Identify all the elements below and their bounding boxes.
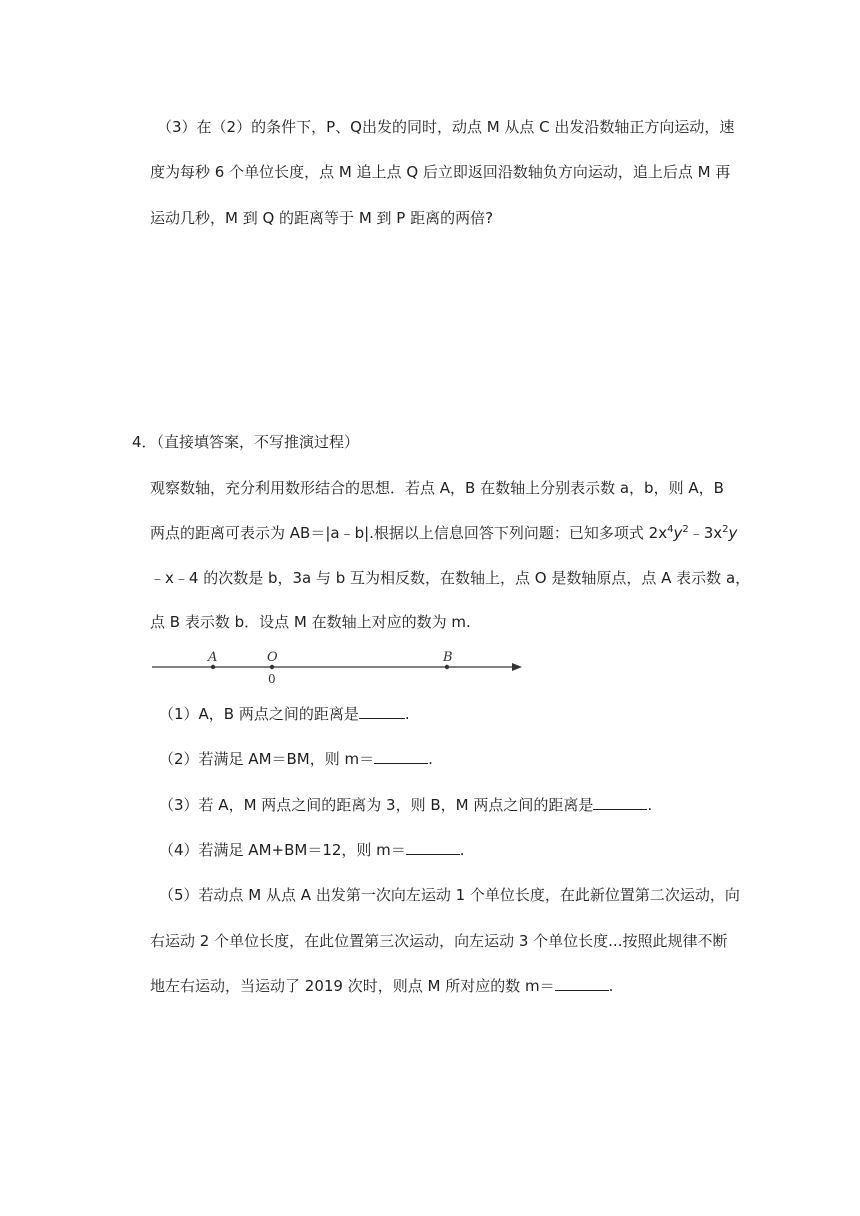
point-B: [445, 665, 449, 669]
sub-question-1: [159, 704, 410, 724]
q4-exponent-x2: 2: [722, 524, 729, 535]
q4-line-2: [150, 523, 737, 543]
sub5-period: .: [608, 977, 614, 995]
sub4-period: .: [459, 841, 465, 859]
sub-question-2: [159, 749, 433, 769]
q4-number: 4．: [132, 433, 157, 451]
q4-exponent-x: 4: [667, 524, 674, 535]
answer-blank-5[interactable]: [555, 976, 609, 991]
sub2-period: .: [428, 750, 433, 768]
q4-var-y2: y: [728, 524, 738, 542]
q3-line-1: （3）在（2）的条件下，P、Q出发的同时，动点 M 从点 C 出发沿数轴正方向运动，速: [157, 118, 735, 136]
answer-blank-4[interactable]: [406, 840, 460, 855]
label-B: B: [443, 650, 453, 665]
sub3-text: （3）若 A，M 两点之间的距离为 3，则 B，M 两点之间的距离是: [159, 796, 594, 814]
number-line-figure: [150, 645, 530, 687]
q3-line-3: 运动几秒，M 到 Q 的距离等于 M 到 P 距离的两倍?: [150, 209, 494, 227]
q4-var-y: y: [673, 524, 683, 542]
sub-question-5-line-3: [150, 976, 613, 996]
sub4-text: （4）若满足 AM+BM＝12，则 m＝: [159, 841, 406, 859]
sub1-period: .: [404, 705, 410, 723]
q4-exponent-y: 2: [682, 524, 689, 535]
answer-blank-3[interactable]: [593, 795, 647, 810]
q4-term-2: ﹣3x: [688, 524, 723, 542]
q4-line-2-text: 两点的距离可表示为 AB＝|a﹣b|.根据以上信息回答下列问题：已知多项式 2x: [150, 524, 668, 542]
point-A: [211, 665, 215, 669]
q4-line-3: ﹣x﹣4 的次数是 b，3a 与 b 互为相反数，在数轴上，点 O 是数轴原点，点 A 表示数 a，: [150, 569, 751, 587]
sub1-text: （1）A，B 两点之间的距离是: [159, 705, 359, 723]
sub2-text: （2）若满足 AM＝BM，则 m＝: [159, 750, 375, 768]
number-line-arrow: [512, 663, 522, 671]
label-O: O: [267, 650, 278, 665]
sub5-text: 地左右运动，当运动了 2019 次时，则点 M 所对应的数 m＝: [150, 977, 555, 995]
sub-question-4: [159, 840, 465, 860]
sub-question-3: [159, 795, 652, 815]
q4-line-4: 点 B 表示数 b．设点 M 在数轴上对应的数为 m.: [150, 613, 471, 631]
sub-question-5-line-1: （5）若动点 M 从点 A 出发第一次向左运动 1 个单位长度，在此新位置第二次运动，向: [159, 886, 740, 904]
q3-line-2: 度为每秒 6 个单位长度，点 M 追上点 Q 后立即返回沿数轴负方向运动，追上后点 M 再: [150, 163, 731, 181]
point-O: [270, 665, 274, 669]
q4-line-1: 观察数轴，充分利用数形结合的思想．若点 A，B 在数轴上分别表示数 a，b，则 A，B: [150, 479, 724, 497]
label-zero: 0: [268, 672, 276, 686]
sub-question-5-line-2: 右运动 2 个单位长度，在此位置第三次运动，向左运动 3 个单位长度...按照此规律不断: [150, 932, 728, 950]
q4-heading: [132, 432, 359, 452]
answer-blank-1[interactable]: [359, 704, 405, 719]
answer-blank-2[interactable]: [374, 749, 428, 764]
label-A: A: [208, 650, 218, 665]
q4-instruction: （直接填答案，不写推演过程）: [156, 433, 360, 451]
sub3-period: .: [647, 796, 653, 814]
